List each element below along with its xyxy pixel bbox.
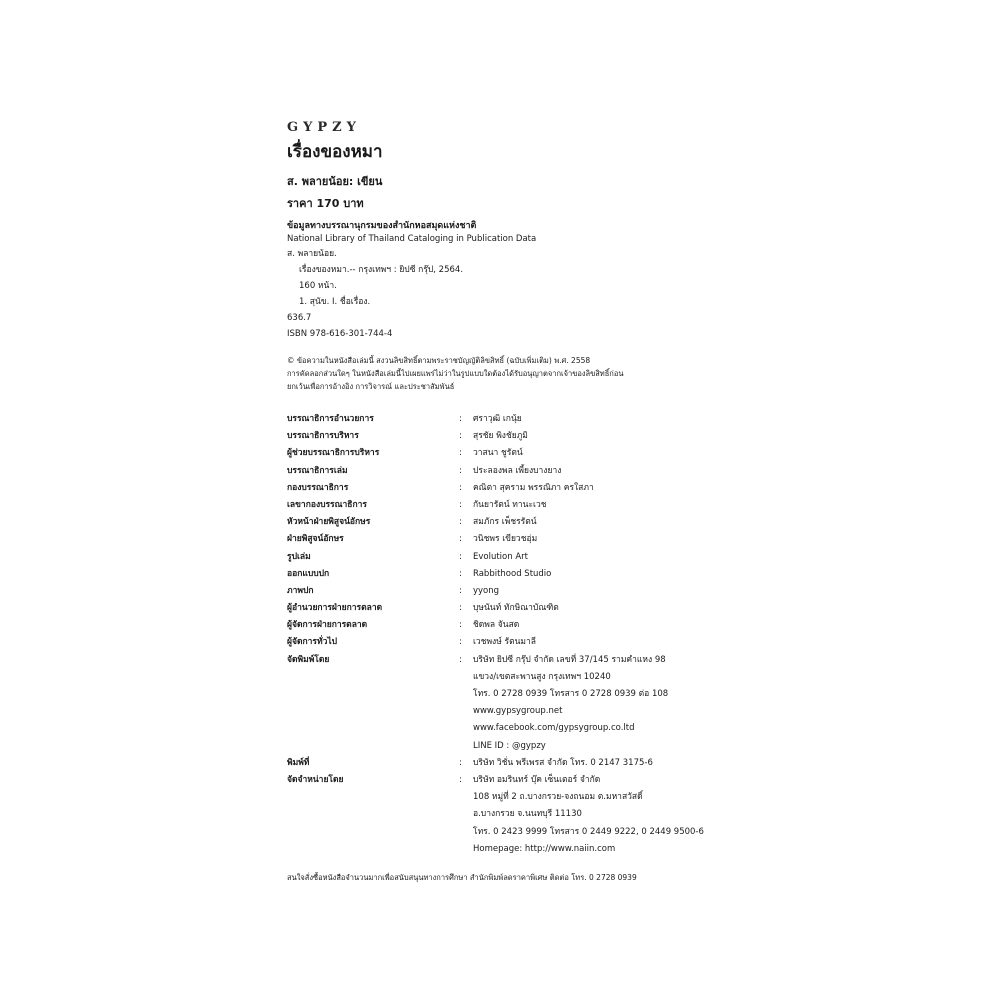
credit-separator: [459, 703, 473, 720]
credit-value: สุรชัย พิงชัยภูมิ: [473, 431, 528, 442]
credit-row: [287, 531, 727, 548]
credit-row-continuation: [287, 841, 727, 858]
credit-row: [287, 652, 727, 669]
credit-separator: :: [459, 534, 462, 545]
credit-separator: :: [459, 654, 462, 665]
credit-separator: :: [459, 757, 462, 768]
credit-separator: :: [459, 551, 462, 562]
credit-separator: :: [459, 414, 462, 424]
credit-role: จัดพิมพ์โดย: [287, 654, 330, 665]
credit-value: yyong: [473, 585, 500, 596]
cip-line: 636.7: [287, 313, 312, 323]
book-title: เรื่องของหมา: [287, 142, 383, 162]
credit-row: [287, 549, 727, 566]
credit-row: [287, 583, 727, 600]
credit-row-continuation: [287, 738, 727, 755]
credit-row: [287, 772, 727, 789]
credits-list: [287, 411, 727, 858]
credit-role: หัวหน้าฝ่ายพิสูจน์อักษร: [287, 517, 371, 528]
credit-separator: :: [459, 517, 462, 528]
credit-role: เลขากองบรรณาธิการ: [287, 499, 367, 510]
book-price: ราคา 170 บาท: [287, 197, 364, 210]
cip-heading-english: National Library of Thailand Cataloging in Publication Data: [287, 234, 537, 244]
credit-role: บรรณาธิการเล่ม: [287, 465, 348, 476]
credit-role: บรรณาธิการอำนวยการ: [287, 414, 374, 424]
credit-row-continuation: [287, 703, 727, 720]
credit-value: วาสนา ชูรัตน์: [473, 448, 523, 459]
credit-row: [287, 600, 727, 617]
credit-value: อ.บางกรวย จ.นนทบุรี 11130: [473, 809, 582, 820]
credit-row: [287, 755, 727, 772]
credit-separator: :: [459, 620, 462, 631]
credit-value: บริษัท ยิปซี กรุ๊ป จำกัด เลขที่ 37/145 รามคำแหง 98: [473, 654, 666, 665]
credit-value: โทร. 0 2423 9999 โทรสาร 0 2449 9222, 0 2449 9500-6: [473, 826, 704, 837]
credit-row-continuation: [287, 686, 727, 703]
credit-separator: :: [459, 568, 462, 579]
credit-value: Rabbithood Studio: [473, 568, 552, 579]
cip-heading-thai: ข้อมูลทางบรรณานุกรมของสำนักหอสมุดแห่งชาติ: [287, 221, 477, 231]
credit-role: ผู้อำนวยการฝ่ายการตลาด: [287, 603, 383, 614]
credit-separator: :: [459, 774, 462, 785]
credit-value: ชิดพล จันสด: [473, 620, 520, 631]
credit-separator: [459, 669, 473, 686]
credit-role: กองบรรณาธิการ: [287, 482, 349, 493]
credit-role: [287, 703, 459, 720]
credit-role: ออกแบบปก: [287, 568, 330, 579]
credit-value: www.facebook.com/gypsygroup.co.ltd: [473, 723, 635, 734]
credit-row: [287, 617, 727, 634]
copyright-line: © ข้อความในหนังสือเล่มนี้ สงวนลิขสิทธิ์ตามพระราชบัญญัติลิขสิทธิ์ (ฉบับเพิ่มเติม) พ.ศ. 2558: [287, 356, 591, 365]
credit-separator: [459, 806, 473, 823]
credit-value: เวชพงษ์ รัตนมาลี: [473, 637, 536, 648]
credit-separator: [459, 686, 473, 703]
credit-separator: [459, 789, 473, 806]
credit-role: [287, 669, 459, 686]
credit-separator: :: [459, 499, 462, 510]
credit-row: [287, 445, 727, 462]
credit-separator: :: [459, 448, 462, 459]
credit-role: [287, 686, 459, 703]
credit-value: ศราวุฒิ เกนุ้ย: [473, 414, 522, 424]
cip-line: เรื่องของหมา.-- กรุงเทพฯ : ยิปซี กรุ๊ป, 2564.: [299, 265, 464, 275]
credit-value: บริษัท วิชั่น พรีเพรส จำกัด โทร. 0 2147 3175-6: [473, 757, 653, 768]
credit-row-continuation: [287, 669, 727, 686]
credit-row: [287, 514, 727, 531]
credit-separator: :: [459, 637, 462, 648]
copyright-line: การคัดลอกส่วนใดๆ ในหนังสือเล่มนี้ไปเผยแพร่ไม่ว่าในรูปแบบใดต้องได้รับอนุญาตจากเจ้าของลิขสิทธิ์ก่อน: [287, 369, 624, 378]
credit-row: [287, 428, 727, 445]
credit-separator: :: [459, 482, 462, 493]
credit-separator: [459, 824, 473, 841]
credit-row: [287, 497, 727, 514]
credit-row-continuation: [287, 824, 727, 841]
credit-value: บริษัท อมรินทร์ บุ๊ค เซ็นเตอร์ จำกัด: [473, 774, 601, 785]
copyright-notice: [287, 354, 727, 393]
credit-value: Evolution Art: [473, 551, 528, 562]
credit-role: บรรณาธิการบริหาร: [287, 431, 359, 442]
credit-role: [287, 720, 459, 737]
credit-value: แขวง/เขตสะพานสูง กรุงเทพฯ 10240: [473, 671, 611, 682]
credit-separator: [459, 841, 473, 858]
credit-role: ผู้จัดการทั่วไป: [287, 637, 338, 648]
credit-separator: :: [459, 431, 462, 442]
credit-value: ประลองพล เพี้ยงบางยาง: [473, 465, 562, 476]
credit-value: www.gypsygroup.net: [473, 706, 563, 717]
credit-role: [287, 738, 459, 755]
cip-isbn: ISBN 978-616-301-744-4: [287, 329, 393, 339]
credit-row: [287, 566, 727, 583]
credit-row-continuation: [287, 720, 727, 737]
credit-value: บุษนันท์ ทักษิณาบัณฑิต: [473, 603, 559, 614]
cip-line: ส. พลายน้อย.: [287, 249, 337, 259]
imprint-page: [287, 118, 727, 858]
credit-separator: :: [459, 585, 462, 596]
credit-value: วนิชพร เขียวชอุ่ม: [473, 534, 538, 545]
credit-separator: [459, 720, 473, 737]
credit-value: สมภักร เพ็ชรรัตน์: [473, 517, 537, 528]
credit-row: [287, 411, 727, 428]
credit-role: ผู้ช่วยบรรณาธิการบริหาร: [287, 448, 380, 459]
credit-role: ภาพปก: [287, 585, 314, 596]
credit-value: กันยารัตน์ ทานะเวช: [473, 499, 547, 510]
credit-role: จัดจำหน่ายโดย: [287, 774, 344, 785]
credit-value: 108 หมู่ที่ 2 ถ.บางกรวย-จงถนอม ต.มหาสวัสดิ์: [473, 792, 643, 803]
credit-row: [287, 634, 727, 651]
credit-separator: :: [459, 603, 462, 614]
publisher-logo: GYPZY: [287, 120, 361, 135]
credit-role: ฝ่ายพิสูจน์อักษร: [287, 534, 344, 545]
credit-value: โทร. 0 2728 0939 โทรสาร 0 2728 0939 ต่อ 108: [473, 689, 669, 699]
credit-role: [287, 789, 459, 806]
credit-role: พิมพ์ที่: [287, 757, 310, 768]
credit-role: [287, 841, 459, 858]
credit-role: [287, 824, 459, 841]
credit-row: [287, 463, 727, 480]
credit-role: [287, 806, 459, 823]
bulk-order-footer: สนใจสั่งซื้อหนังสือจำนวนมากเพื่อสนับสนุนทางการศึกษา สำนักพิมพ์ลดราคาพิเศษ ติดต่อ โทร. 0 2728 0939: [287, 873, 637, 882]
credit-separator: :: [459, 465, 462, 476]
credit-value: Homepage: http://www.naiin.com: [473, 843, 616, 854]
cip-line: 160 หน้า.: [299, 281, 337, 291]
cip-block: [287, 220, 727, 342]
credit-value: คณิตา สุคราม พรรณิภา ครใสภา: [473, 482, 594, 493]
credit-row: [287, 480, 727, 497]
credit-role: ผู้จัดการฝ่ายการตลาด: [287, 620, 368, 631]
credit-row-continuation: [287, 806, 727, 823]
credit-role: รูปเล่ม: [287, 551, 311, 562]
book-author: ส. พลายน้อย: เขียน: [287, 175, 383, 188]
cip-line: 1. สุนัข. I. ชื่อเรื่อง.: [299, 297, 371, 307]
credit-separator: [459, 738, 473, 755]
credit-row-continuation: [287, 789, 727, 806]
credit-value: LINE ID : @gypzy: [473, 740, 546, 751]
copyright-line: ยกเว้นเพื่อการอ้างอิง การวิจารณ์ และประชาสัมพันธ์: [287, 382, 455, 391]
